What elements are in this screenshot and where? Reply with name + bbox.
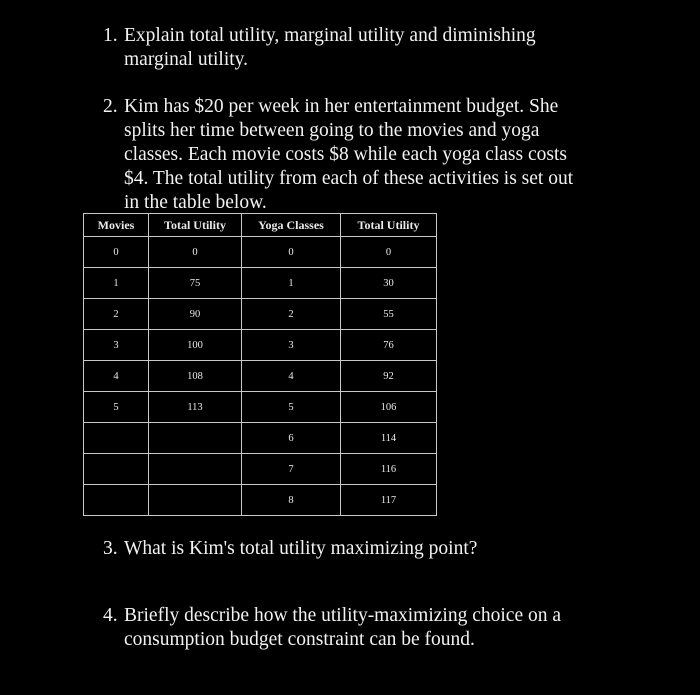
question-4-line-1: Briefly describe how the utility-maximizing choice on a — [124, 605, 561, 626]
table-cell — [149, 454, 242, 485]
table-cell: 0 — [341, 237, 437, 268]
question-2-line-1: Kim has $20 per week in her entertainment budget. She — [124, 96, 559, 117]
question-1-line-2: marginal utility. — [124, 49, 249, 70]
question-2-line-3: classes. Each movie costs $8 while each yoga class costs — [124, 144, 567, 165]
table-cell — [84, 423, 149, 454]
table-header-row — [84, 214, 437, 237]
question-2-line-2: splits her time between going to the movies and yoga — [124, 120, 540, 141]
table-cell: 1 — [84, 268, 149, 299]
question-3-line-1: What is Kim's total utility maximizing point? — [124, 538, 478, 559]
question-2-line-5: in the table below. — [124, 192, 267, 213]
table-cell: 108 — [149, 361, 242, 392]
table-cell: 5 — [242, 392, 341, 423]
table-row — [84, 330, 437, 361]
header-movies: Movies — [84, 214, 149, 237]
table-cell: 2 — [242, 299, 341, 330]
table-cell: 75 — [149, 268, 242, 299]
utility-table — [83, 213, 437, 516]
table-row — [84, 361, 437, 392]
table-cell: 8 — [242, 485, 341, 516]
table-cell: 0 — [84, 237, 149, 268]
table-cell: 106 — [341, 392, 437, 423]
table-row — [84, 423, 437, 454]
table-cell: 1 — [242, 268, 341, 299]
table-cell: 4 — [242, 361, 341, 392]
header-movies-total-utility: Total Utility — [149, 214, 242, 237]
table-row — [84, 485, 437, 516]
table-row — [84, 454, 437, 485]
table-row — [84, 268, 437, 299]
table-cell: 0 — [242, 237, 341, 268]
table-cell: 2 — [84, 299, 149, 330]
table-cell: 4 — [84, 361, 149, 392]
question-1 — [103, 24, 536, 72]
header-yoga-classes: Yoga Classes — [242, 214, 341, 237]
table-cell: 92 — [341, 361, 437, 392]
table-cell — [149, 423, 242, 454]
table-cell: 5 — [84, 392, 149, 423]
table-cell: 3 — [84, 330, 149, 361]
table-cell — [149, 485, 242, 516]
table-cell: 114 — [341, 423, 437, 454]
table-row — [84, 392, 437, 423]
table-cell: 76 — [341, 330, 437, 361]
header-yoga-total-utility: Total Utility — [341, 214, 437, 237]
question-1-number: 1. — [103, 25, 118, 46]
table-cell: 30 — [341, 268, 437, 299]
question-2-line-4: $4. The total utility from each of these activities is set out — [124, 168, 574, 189]
question-2-number: 2. — [103, 96, 118, 117]
question-2 — [103, 95, 573, 215]
question-4 — [103, 604, 561, 652]
table-cell: 55 — [341, 299, 437, 330]
table-cell: 113 — [149, 392, 242, 423]
table-cell: 100 — [149, 330, 242, 361]
table-cell: 6 — [242, 423, 341, 454]
table-cell — [84, 454, 149, 485]
table-row — [84, 237, 437, 268]
table-cell: 7 — [242, 454, 341, 485]
question-4-number: 4. — [103, 605, 118, 626]
question-3 — [103, 537, 477, 561]
table-cell: 117 — [341, 485, 437, 516]
table-cell: 116 — [341, 454, 437, 485]
question-4-line-2: consumption budget constraint can be found. — [124, 629, 475, 650]
question-3-number: 3. — [103, 538, 118, 559]
table-cell — [84, 485, 149, 516]
table-cell: 3 — [242, 330, 341, 361]
table-cell: 0 — [149, 237, 242, 268]
table-row — [84, 299, 437, 330]
table-cell: 90 — [149, 299, 242, 330]
question-1-line-1: Explain total utility, marginal utility and diminishing — [124, 25, 536, 46]
